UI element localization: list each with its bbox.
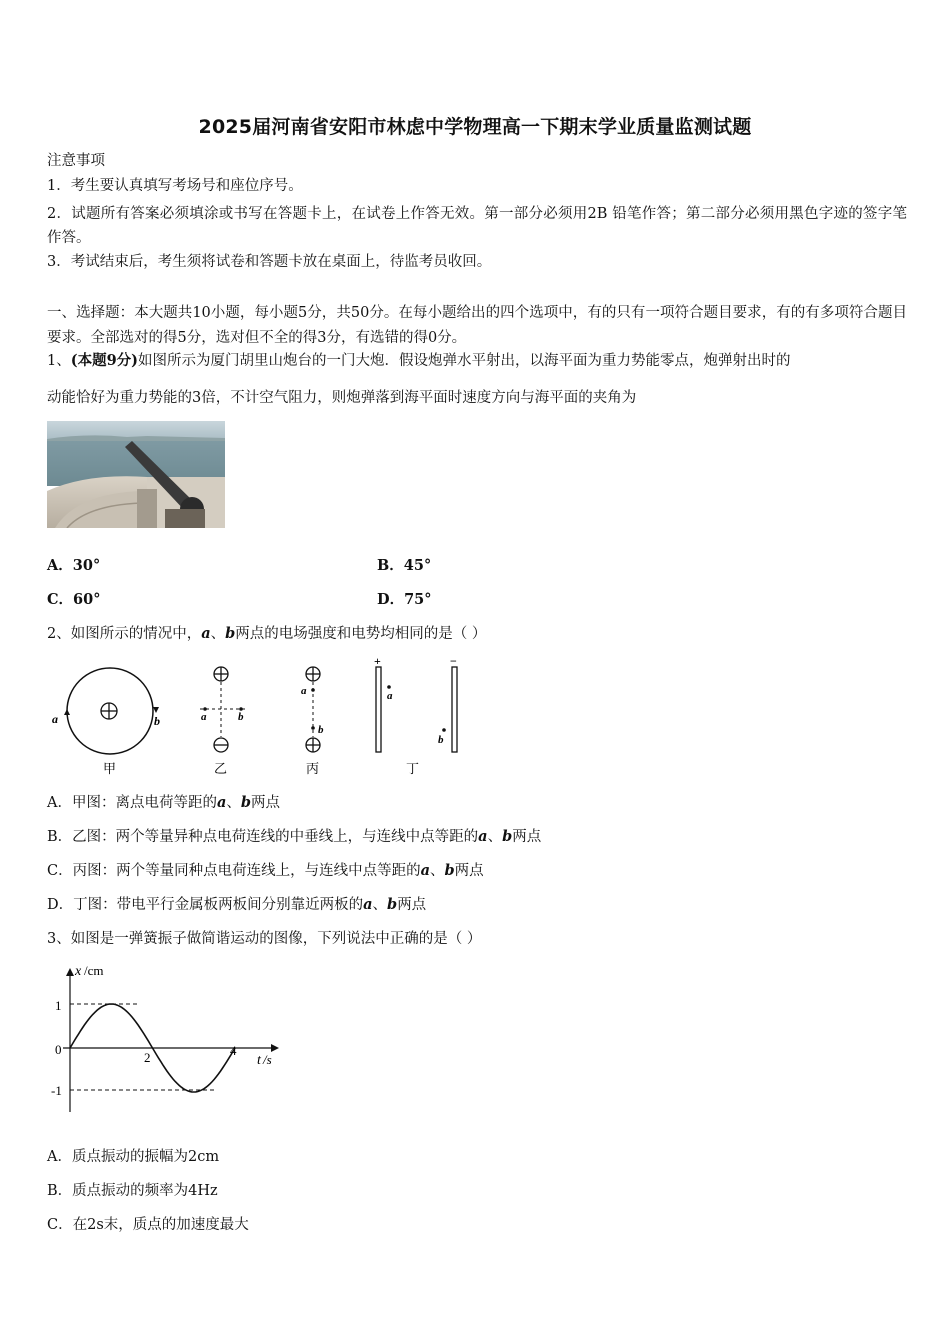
q3-option-a-label: A．: [47, 1149, 72, 1165]
q2-option-b-a: a: [478, 828, 488, 845]
minus-sign: −: [450, 655, 457, 668]
arrow-up-icon: [64, 709, 70, 715]
q2-stem: [47, 624, 907, 644]
q2-option-b-b: b: [502, 828, 513, 845]
bing-point-b: b: [318, 724, 324, 736]
q1-number: 1、: [47, 353, 71, 369]
y-axis-unit: /cm: [84, 963, 104, 978]
q2-option-c-pre: 丙图：两个等量同种点电荷连线上，与连线中点等距的: [72, 863, 421, 879]
q2-option-d-label: D．: [47, 897, 74, 913]
q1-option-d-text: 75°: [404, 591, 432, 608]
q3-option-c[interactable]: [47, 1215, 249, 1235]
tick-zero: 0: [55, 1042, 62, 1057]
q3-stem: 3、如图是一弹簧振子做简谐运动的图像，下列说法中正确的是（ ）: [47, 931, 482, 947]
q2-option-b[interactable]: [47, 827, 541, 847]
y-axis-arrow-icon: [66, 968, 74, 976]
y-axis-var: x: [75, 964, 82, 979]
q2-option-d-mid: 、: [372, 897, 388, 913]
notice-item-1: 1．考生要认真填写考场号和座位序号。: [47, 178, 303, 194]
arrow-down-icon: [153, 707, 159, 713]
q2-option-c-post: 两点: [454, 863, 484, 879]
positive-charge-icon: [306, 667, 320, 681]
q3-option-b-text: 质点振动的频率为4Hz: [72, 1183, 218, 1199]
q2-option-d-b: b: [387, 896, 398, 913]
section-intro: 一、选择题：本大题共10小题，每小题5分，共50分。在每小题给出的四个选项中，有的只有一项符合题目要求，有的有多项符合题目要求。全部选对的得5分，选对但不全的得3分，有选错的得0分。: [47, 305, 907, 346]
q2-option-d-post: 两点: [397, 897, 427, 913]
q2-option-c-b: b: [444, 862, 455, 879]
q2-option-b-pre: 乙图：两个等量异种点电荷连线的中垂线上，与连线中点等距的: [72, 829, 479, 845]
q2-option-c-a: a: [420, 862, 431, 879]
q2-option-a-mid: 、: [226, 795, 241, 811]
q2-option-a-post: 两点: [251, 795, 281, 811]
q2-option-b-mid: 、: [487, 829, 503, 845]
q1-option-a-text: 30°: [72, 557, 101, 574]
q3-oscillation-graph: [45, 962, 295, 1122]
positive-charge-icon: [306, 738, 320, 752]
q3-option-c-label: C．: [47, 1217, 73, 1233]
q1-option-b-label: B．: [377, 557, 404, 574]
q2-option-d[interactable]: [47, 895, 426, 915]
q2-option-b-label: B．: [47, 829, 73, 845]
figure-yi: [200, 667, 245, 776]
notice-item-3: 3．考试结束后，考生须将试卷和答题卡放在桌面上，待监考员收回。: [47, 254, 492, 270]
notice-item-2: 2．试题所有答案必须填涂或书写在答题卡上，在试卷上作答无效。第一部分必须用2B 铅笔作答；第二部分必须用黑色字迹的签字笔作答。: [47, 206, 907, 246]
tick-y-pos: 1: [55, 998, 62, 1013]
q2-option-a-a: a: [216, 794, 227, 811]
q2-option-c-label: C．: [47, 863, 73, 879]
x-axis-unit: /s: [263, 1052, 272, 1067]
q1-option-a[interactable]: [47, 556, 100, 576]
tick-x-4: 4: [230, 1043, 237, 1058]
q1-option-b-text: 45°: [403, 557, 432, 574]
q2-option-a-pre: 甲图：离点电荷等距的: [71, 795, 217, 811]
q1-stem-line1: [47, 351, 907, 371]
yi-point-b: b: [238, 711, 244, 723]
q3-option-b-label: B．: [47, 1183, 73, 1199]
caption-bing: 丙: [306, 761, 320, 776]
x-axis-var: t: [257, 1053, 261, 1068]
q1-option-c-label: C．: [47, 591, 74, 608]
q2-option-c[interactable]: [47, 861, 484, 881]
q3-option-a-text: 质点振动的振幅为2cm: [71, 1149, 220, 1165]
positive-charge-icon: [214, 667, 228, 681]
caption-ding: 丁: [406, 761, 420, 776]
q3-option-b[interactable]: [47, 1181, 218, 1201]
jia-point-a: a: [52, 712, 58, 726]
positive-plate: [376, 667, 381, 752]
yi-point-a: a: [201, 711, 207, 723]
q1-option-c[interactable]: [47, 590, 100, 610]
q2-stem-a: a: [201, 625, 211, 642]
q1-stem-line2: 动能恰好为重力势能的3倍，不计空气阻力，则炮弹落到海平面时速度方向与海平面的夹角为: [47, 390, 637, 406]
tick-x-2: 2: [144, 1050, 151, 1065]
tick-y-neg: -1: [51, 1083, 62, 1098]
q2-option-c-mid: 、: [430, 863, 445, 879]
ding-point-b: b: [438, 734, 444, 746]
q3-option-a[interactable]: [47, 1147, 219, 1167]
q1-option-a-label: A．: [47, 557, 73, 574]
q1-option-d-label: D．: [377, 591, 405, 608]
negative-charge-icon: [214, 738, 228, 752]
ding-point-a: a: [387, 690, 393, 702]
exam-title: 2025届河南省安阳市林虑中学物理高一下期末学业质量监测试题: [198, 116, 752, 138]
plus-sign: +: [374, 655, 381, 668]
figure-jia: [52, 668, 160, 776]
q2-option-d-a: a: [363, 896, 373, 913]
q2-figure: [45, 655, 475, 777]
q2-stem-mid: 、: [210, 626, 226, 642]
q2-stem-post: 两点的电场强度和电势均相同的是（ ）: [235, 626, 487, 642]
q2-stem-b: b: [225, 625, 236, 642]
q2-option-a[interactable]: [47, 793, 280, 813]
jia-point-b: b: [154, 714, 160, 728]
q2-option-a-b: b: [240, 794, 252, 811]
q2-option-d-pre: 丁图：带电平行金属板两板间分别靠近两板的: [73, 897, 364, 913]
q1-option-c-text: 60°: [73, 591, 101, 608]
q1-text-line1: 如图所示为厦门胡里山炮台的一门大炮．假设炮弹水平射出，以海平面为重力势能零点，炮弹射出时的: [138, 353, 791, 369]
caption-jia: 甲: [103, 761, 117, 776]
q1-option-d[interactable]: [377, 590, 432, 610]
q2-option-b-post: 两点: [512, 829, 542, 845]
x-axis-arrow-icon: [271, 1044, 279, 1052]
bing-point-a: a: [301, 685, 307, 697]
positive-charge-icon: [101, 703, 117, 719]
q1-option-b[interactable]: [377, 556, 431, 576]
cannon-photo: [47, 421, 225, 528]
caption-yi: 乙: [214, 761, 228, 776]
notice-heading: 注意事项: [47, 153, 105, 169]
q2-stem-pre: 2、如图所示的情况中，: [47, 626, 202, 642]
q1-tag: (本题9分): [70, 352, 139, 369]
q3-option-c-text: 在2s末，质点的加速度最大: [72, 1217, 249, 1233]
q2-option-a-label: A．: [47, 795, 72, 811]
negative-plate: [452, 667, 457, 752]
figure-ding: [374, 655, 457, 776]
figure-bing: [301, 667, 324, 776]
